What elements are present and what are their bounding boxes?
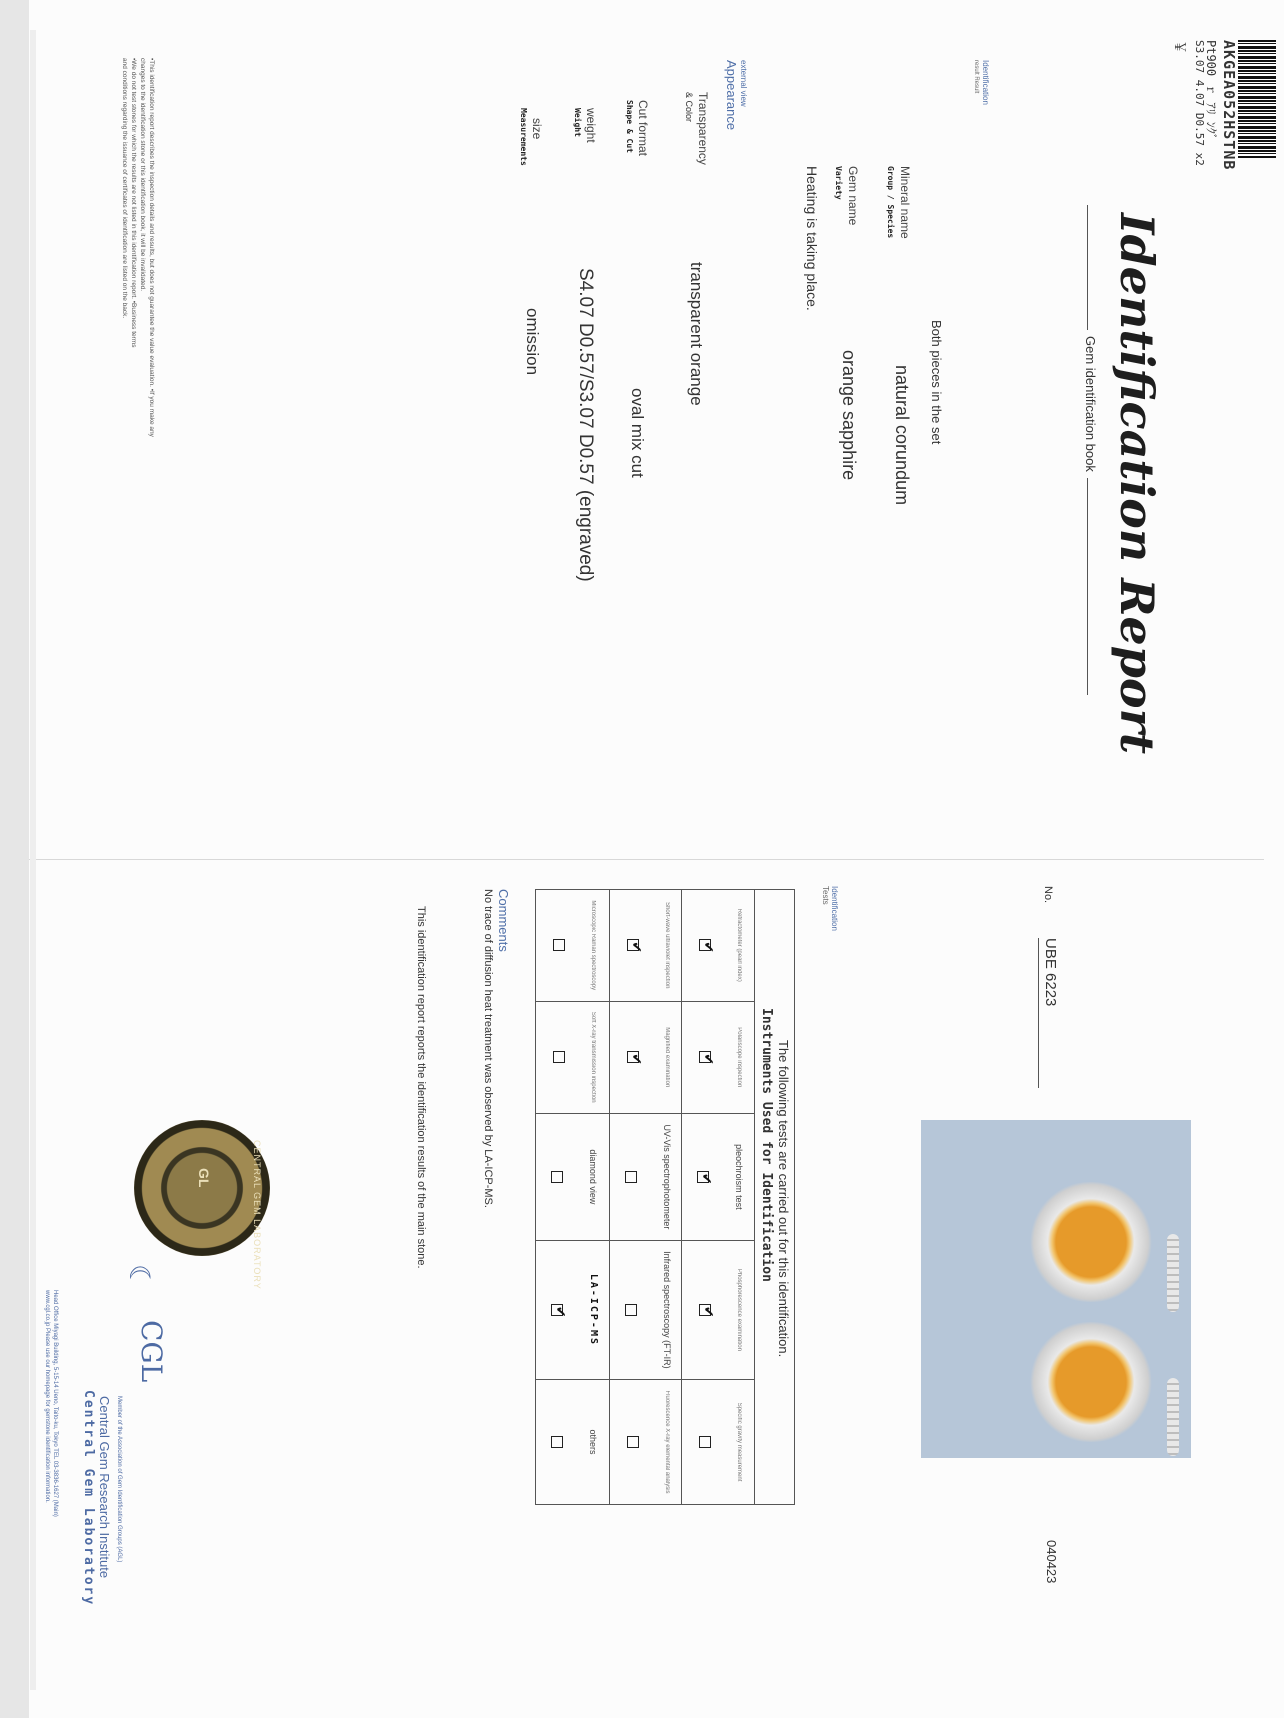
report-no-value: UBE 6223 xyxy=(1038,938,1059,1088)
report-title: Identification Report xyxy=(1110,213,1164,755)
test-cell xyxy=(536,1001,610,1114)
test-cell xyxy=(682,1114,755,1241)
disclaimer-line2: changes to the identification stone or this identification book, it will be invalidated. xyxy=(139,58,146,292)
test-name: Infrared spectroscopy (FT-IR) xyxy=(661,1251,672,1369)
test-name: UV-Vis spectrophotometer xyxy=(661,1124,672,1230)
tests-row xyxy=(682,890,755,1505)
page-edge-shadow xyxy=(30,30,36,1690)
main-stone-note: This identification report reports the identification results of the main stone. xyxy=(415,906,427,1269)
weight-sub: Weight xyxy=(573,108,582,137)
seal-text: CENTRAL GEM LABORATORY xyxy=(252,1140,262,1290)
earring-hook-left xyxy=(1167,1234,1179,1312)
test-cell xyxy=(682,890,755,1002)
lab-laboratory: Central Gem Laboratory xyxy=(81,1390,96,1607)
barcode-line2: S3.07 4.07 D0.57 x2 xyxy=(1193,40,1206,166)
unchecked-checkbox[interactable] xyxy=(551,1436,563,1448)
cut-value: oval mix cut xyxy=(628,388,647,478)
earring-left xyxy=(1021,1182,1161,1302)
gem-value: orange sapphire xyxy=(839,350,859,481)
test-name: Short-wave ultraviolet inspection xyxy=(663,902,670,989)
heating-note: Heating is taking place. xyxy=(804,166,820,311)
comments-label: Comments xyxy=(496,889,511,952)
cgl-logo-icon: ☾ xyxy=(124,1264,155,1290)
test-cell xyxy=(536,1380,610,1505)
lab-address: Head Office Miyagi Building, 5-15-14 Ueno, Taito-ku, Tokyo TEL 03-3836-1627 (Main) xyxy=(52,1290,58,1517)
barcode-code: AKGEA052HSTNB xyxy=(1220,40,1238,171)
tests-row xyxy=(536,890,610,1505)
gem-sub: Variety xyxy=(834,166,843,200)
earring-right xyxy=(1021,1322,1161,1442)
mineral-label: Mineral name xyxy=(898,166,912,239)
test-cell xyxy=(609,1380,682,1505)
appearance-section-label: external view xyxy=(739,60,748,107)
laboratory-seal xyxy=(134,1120,270,1290)
disclaimer xyxy=(120,58,156,838)
transparency-sub: & Color xyxy=(684,92,694,123)
test-cell xyxy=(682,1001,755,1114)
checked-checkbox[interactable] xyxy=(627,1051,639,1063)
checked-checkbox[interactable] xyxy=(627,939,639,951)
test-name: Fluorescence X-ray elemental analysis xyxy=(663,1390,670,1494)
identification-section-label: Identification xyxy=(981,60,990,105)
cgl-logo-text: CGL xyxy=(135,1320,168,1383)
tests-label: Identification xyxy=(830,886,839,931)
yen-mark: ￥ xyxy=(1172,40,1188,54)
gem-photo xyxy=(921,1120,1191,1458)
test-name: Soft X-ray transmission inspection xyxy=(590,1011,597,1103)
gem-label: Gem name xyxy=(846,166,860,226)
checked-checkbox[interactable] xyxy=(697,1171,709,1183)
lab-member: Member of the Association of Gem Identification Groups (AGL) xyxy=(116,1396,122,1563)
identification-section-sub: result Result xyxy=(973,60,979,94)
test-cell xyxy=(609,1001,682,1114)
mineral-value: natural corundum xyxy=(892,365,912,506)
transparency-label: Transparency xyxy=(696,92,710,165)
appearance-section-title: Appearance xyxy=(724,60,739,131)
test-name: Refractometer (pearl index) xyxy=(736,908,743,982)
report-no-label: No. xyxy=(1042,886,1054,904)
test-cell xyxy=(536,1240,610,1379)
unchecked-checkbox[interactable] xyxy=(625,1304,637,1316)
unchecked-checkbox[interactable] xyxy=(553,1051,565,1063)
report-subtitle: Gem identification book xyxy=(1083,330,1098,478)
tests-row xyxy=(609,890,682,1505)
comments-value: No trace of diffusion heat treatment was observed by LA-ICP-MS. xyxy=(482,889,494,1208)
test-cell xyxy=(609,1240,682,1379)
earring-hook-right xyxy=(1167,1378,1179,1456)
checked-checkbox[interactable] xyxy=(551,1304,563,1316)
barcode-line1: Pt900 ｒ ｱﾘ ﾝｸﾞ xyxy=(1204,40,1218,140)
test-cell xyxy=(536,890,610,1002)
page-fold xyxy=(24,859,1264,860)
lab-website: www.cgl.co.jp Please use our homepage for gemstone identification information. xyxy=(44,1290,50,1503)
unchecked-checkbox[interactable] xyxy=(627,1436,639,1448)
tests-intro: The following tests are carried out for this identification. xyxy=(776,1040,791,1358)
page-edge xyxy=(0,0,29,1718)
unchecked-checkbox[interactable] xyxy=(551,1171,563,1183)
checked-checkbox[interactable] xyxy=(699,939,711,951)
weight-value: S4.07 D0.57/S3.07 D0.57 (engraved) xyxy=(575,268,596,582)
test-name: others xyxy=(588,1429,599,1455)
tests-table xyxy=(535,889,755,1505)
test-name: pleochroism test xyxy=(734,1144,745,1210)
test-name: Polariscope inspection xyxy=(736,1027,743,1088)
lab-institute: Central Gem Research Institute xyxy=(97,1396,112,1579)
checked-checkbox[interactable] xyxy=(699,1304,711,1316)
test-name: Microscopic Raman spectroscopy xyxy=(590,900,597,991)
serial-number: 040423 xyxy=(1044,1540,1059,1584)
size-label: size xyxy=(530,118,544,140)
disclaimer-line3: •We do not test stones for which the results are not listed in this identification report. •Business terms xyxy=(130,58,137,348)
barcode xyxy=(1238,40,1276,158)
header xyxy=(1087,205,1184,755)
test-name: Phosphorescence examination xyxy=(736,1268,743,1351)
test-name: LA-ICP-MS xyxy=(587,1273,599,1346)
test-cell xyxy=(609,890,682,1002)
set-note: Both pieces in the set xyxy=(929,320,944,445)
tests-sub: Tests xyxy=(821,886,830,905)
seal-center: GL xyxy=(196,1168,212,1188)
unchecked-checkbox[interactable] xyxy=(625,1171,637,1183)
instruments-title: Instruments Used for Identification xyxy=(759,1008,774,1282)
weight-label: weight xyxy=(584,108,598,143)
test-name: Specific gravity measurement xyxy=(736,1402,743,1482)
size-value: omission xyxy=(523,308,542,376)
unchecked-checkbox[interactable] xyxy=(553,939,565,951)
mineral-sub: Group / Species xyxy=(886,166,895,239)
unchecked-checkbox[interactable] xyxy=(699,1436,711,1448)
cut-label: Cut format xyxy=(636,100,650,157)
cut-sub: Shape & Cut xyxy=(625,100,634,153)
disclaimer-line1: •This identification report describes the inspection details and results, but does not guarantee the value evaluation. •If you make any xyxy=(148,58,155,437)
test-cell xyxy=(609,1114,682,1241)
test-cell xyxy=(682,1380,755,1505)
test-name: diamond view xyxy=(588,1149,599,1205)
transparency-value: transparent orange xyxy=(687,262,706,406)
disclaimer-line4: and conditions regarding the issuance of certificates of identification are listed on the back. xyxy=(121,58,128,319)
test-cell xyxy=(682,1240,755,1379)
size-sub: Measurements xyxy=(519,108,528,166)
tests-header xyxy=(755,889,795,1505)
test-name: Magnified examination xyxy=(663,1027,670,1088)
checked-checkbox[interactable] xyxy=(699,1051,711,1063)
test-cell xyxy=(536,1114,610,1241)
